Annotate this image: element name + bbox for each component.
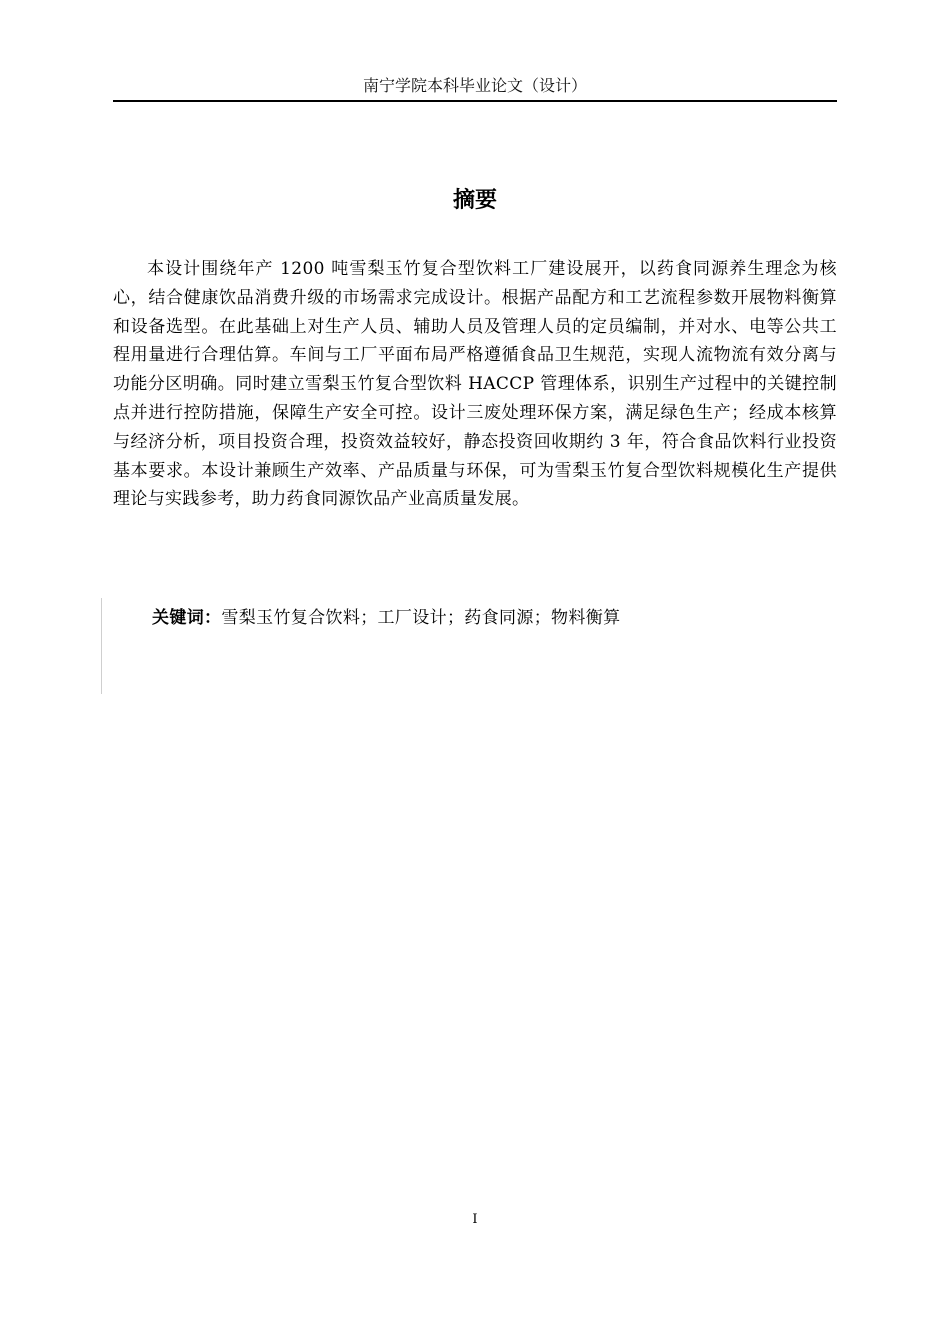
running-header: 南宁学院本科毕业论文（设计） [362, 76, 587, 95]
header-divider [113, 100, 837, 102]
keywords-label: 关键词： [152, 608, 222, 628]
page-number: I [472, 1212, 478, 1227]
keywords-line [152, 605, 837, 631]
keywords-margin-bar [101, 598, 102, 694]
keywords-text: 雪梨玉竹复合饮料；工厂设计；药食同源；物料衡算 [221, 608, 621, 628]
section-title: 摘要 [452, 188, 497, 213]
abstract-paragraph: 本设计围绕年产 1200 吨雪梨玉竹复合型饮料工厂建设展开，以药食同源养生理念为核心，结合健康饮品消费升级的市场需求完成设计。根据产品配方和工艺流程参数开展物料衡算和设备选型。在此基础上对生产人员、辅助人员及管理人员的定员编制，并对水、电等公共工程用量进行合理估算。车间与工厂平面布局严格遵循食品卫生规范，实现人流物流有效分离与功能分区明确。同时建立雪梨玉竹复合型饮料 HACCP 管理体系，识别生产过程中的关键控制点并进行控防措施，保障生产安全可控。设计三废处理环保方案，满足绿色生产；经成本核算与经济分析，项目投资合理，投资效益较好，静态投资回收期约 3 年，符合食品饮料行业投资基本要求。本设计兼顾生产效率、产品质量与环保，可为雪梨玉竹复合型饮料规模化生产提供理论与实践参考，助力药食同源饮品产业高质量发展。 [113, 259, 837, 510]
